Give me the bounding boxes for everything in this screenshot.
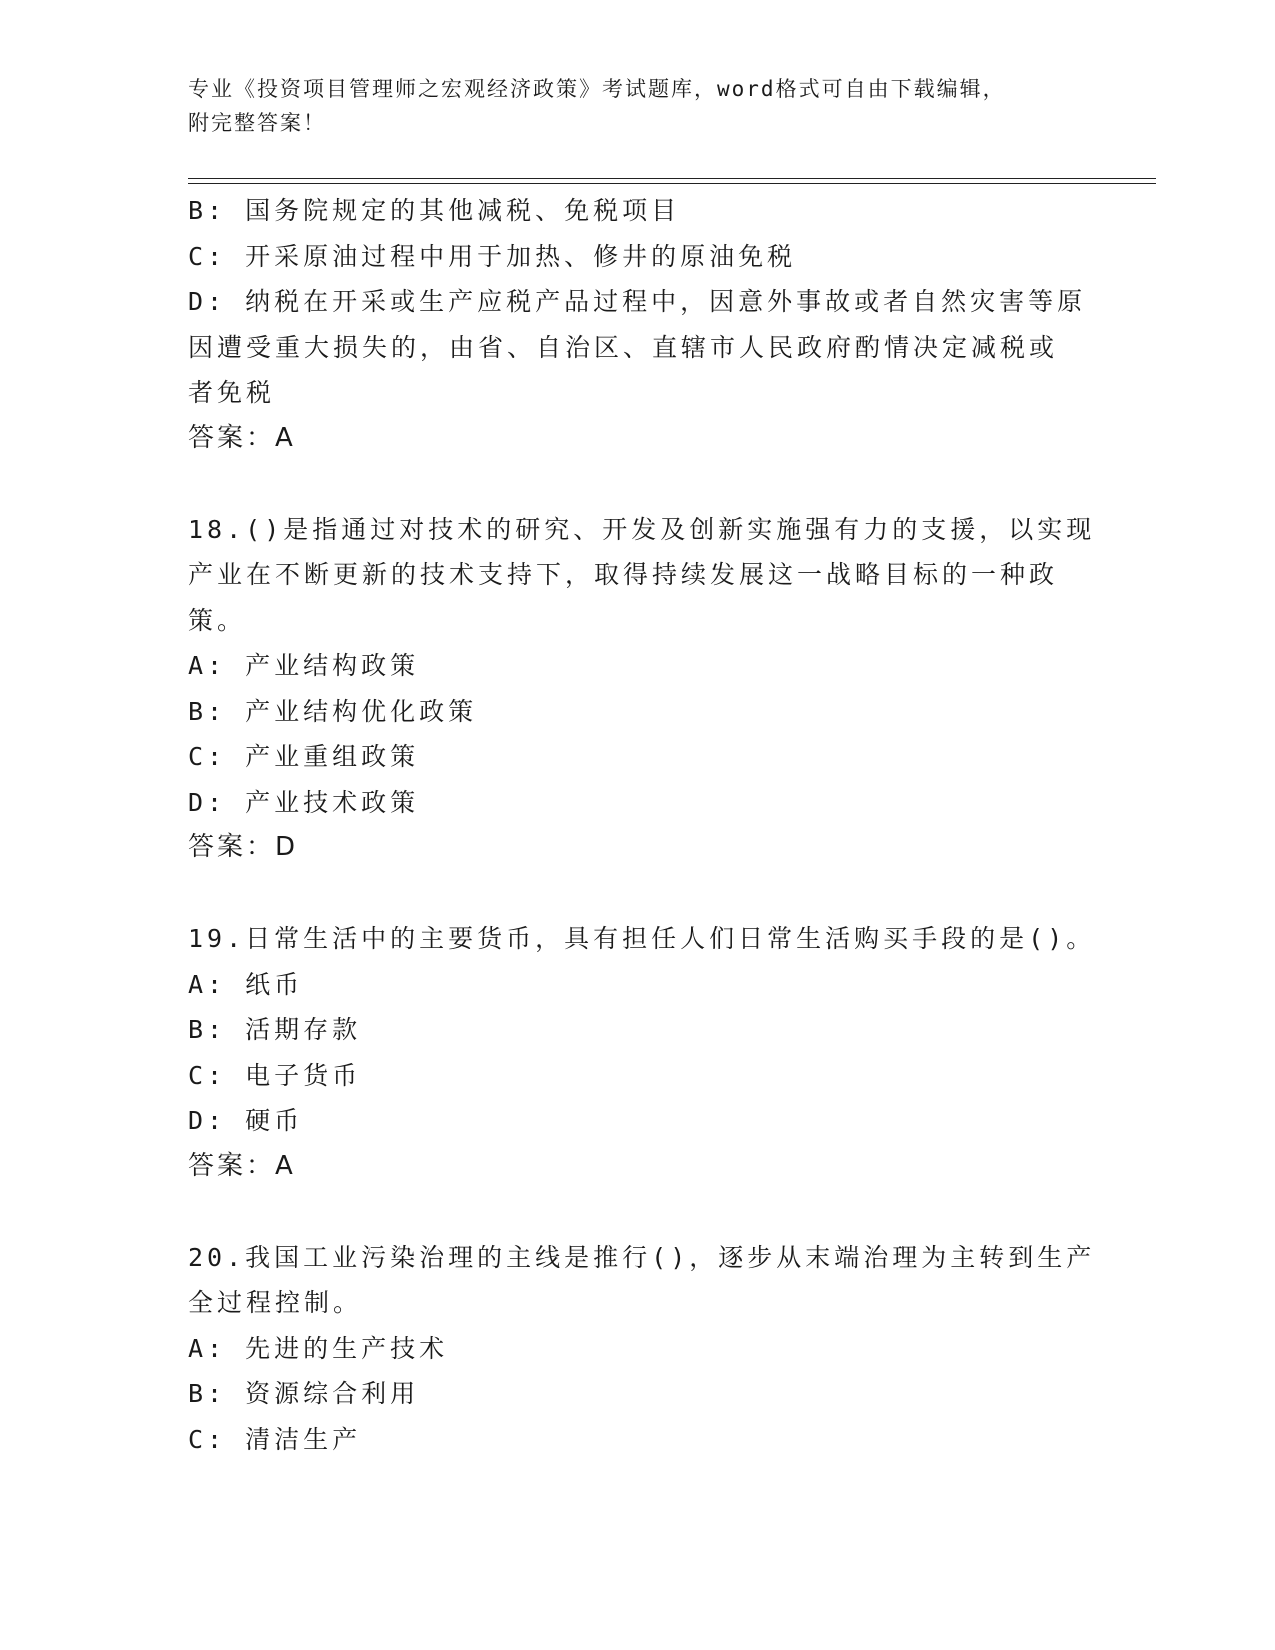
option-d: D: 产业技术政策	[188, 787, 420, 817]
option-c: C: 清洁生产	[188, 1424, 362, 1454]
option-a: A: 纸币	[188, 969, 304, 999]
answer: 答案：D	[188, 832, 299, 862]
header-title-line-2: 附完整答案！	[188, 111, 326, 135]
option-c: C: 开采原油过程中用于加热、修井的原油免税	[188, 241, 797, 271]
question-19	[188, 916, 1096, 1189]
answer: 答案：A	[188, 422, 296, 453]
spacer	[188, 871, 1088, 917]
option-b: B: 活期存款	[188, 1015, 362, 1044]
document-header	[188, 72, 1088, 140]
option-c: C: 产业重组政策	[188, 742, 420, 771]
option-d-line-3: 者免税	[188, 378, 276, 407]
option-a: A: 先进的生产技术	[188, 1333, 449, 1363]
question-stem-line-1: 20.我国工业污染治理的主线是推行()，逐步从末端治理为主转到生产	[188, 1242, 1096, 1272]
spacer	[188, 461, 1088, 507]
option-d-line-2: 因遭受重大损失的，由省、自治区、直辖市人民政府酌情决定减税或	[188, 332, 1059, 362]
question-stem-line-1: 18.()是指通过对技术的研究、开发及创新实施强有力的支援，以实现	[188, 514, 1096, 544]
option-d: D: 硬币	[188, 1106, 304, 1135]
option-b: B: 产业结构优化政策	[188, 696, 478, 726]
header-title-line-1: 专业《投资项目管理师之宏观经济政策》考试题库，word格式可自由下载编辑，	[188, 77, 1006, 101]
option-a: A: 产业结构政策	[188, 651, 420, 680]
question-stem-line-3: 策。	[188, 605, 247, 635]
option-b: B: 资源综合利用	[188, 1379, 420, 1408]
question-stem: 19.日常生活中的主要货币，具有担任人们日常生活购买手段的是()。	[188, 924, 1096, 953]
question-17-continued	[188, 188, 1088, 461]
header-double-rule	[188, 178, 1156, 184]
spacer	[188, 1189, 1088, 1235]
option-c: C: 电子货币	[188, 1060, 362, 1090]
question-18	[188, 507, 1096, 871]
option-b: B: 国务院规定的其他减税、免税项目	[188, 196, 681, 225]
question-stem-line-2: 产业在不断更新的技术支持下，取得持续发展这一战略目标的一种政	[188, 560, 1059, 589]
question-stem-line-2: 全过程控制。	[188, 1288, 363, 1317]
question-content	[188, 188, 1096, 1462]
answer: 答案：A	[188, 1150, 296, 1181]
question-20	[188, 1235, 1096, 1463]
option-d-line-1: D: 纳税在开采或生产应税产品过程中，因意外事故或者自然灾害等原	[188, 287, 1087, 316]
